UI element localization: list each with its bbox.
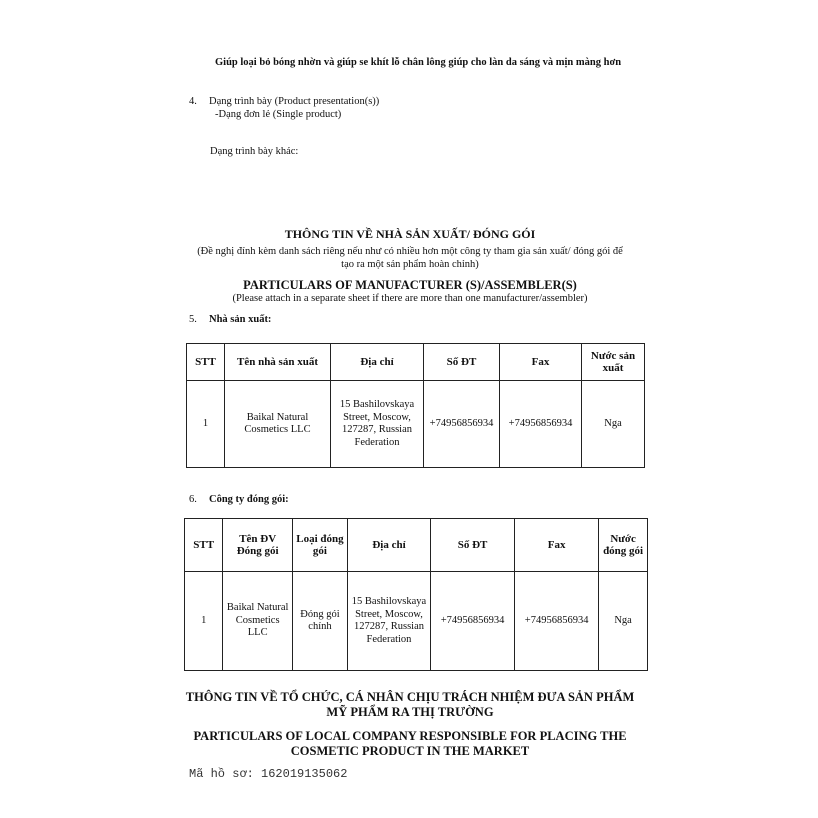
cell-phone: +74956856934 [424, 381, 500, 468]
cell-packing-type: Đóng gói chính [292, 572, 347, 671]
cell-assembler-name: Baikal Natural Cosmetics LLC [223, 572, 293, 671]
table-row [187, 381, 645, 468]
assembler-table [184, 518, 648, 671]
cell-fax: +74956856934 [500, 381, 582, 468]
cell-country: Nga [582, 381, 645, 468]
cell-country: Nga [599, 572, 648, 671]
manufacturer-note-vn: (Đề nghị đính kèm danh sách riêng nếu như có nhiều hơn một công ty tham gia sản xuất/ đóng gói để tạo ra một sản phẩm hoàn chỉnh) [197, 246, 623, 270]
cell-address: 15 Bashilovskaya Street, Moscow, 127287, Russian Federation [347, 572, 430, 671]
section-5-title: Nhà sản xuất: [209, 314, 272, 325]
product-benefit-text: Giúp loại bỏ bóng nhờn và giúp se khít lỗ chân lông giúp cho làn da sáng và mịn màng hơn [215, 57, 622, 68]
header-packing-type: Loại đóng gói [292, 519, 347, 572]
local-company-heading-en: PARTICULARS OF LOCAL COMPANY RESPONSIBLE FOR PLACING THE COSMETIC PRODUCT IN THE MARKET [193, 729, 627, 758]
manufacturer-note-en: (Please attach in a separate sheet if there are more than one manufacturer/assembler) [232, 293, 588, 304]
section-4-heading [189, 96, 379, 109]
cell-stt: 1 [185, 572, 223, 671]
single-product-label: -Dạng đơn lẻ (Single product) [215, 109, 342, 120]
header-country: Nước đóng gói [599, 519, 648, 572]
cell-manufacturer-name: Baikal Natural Cosmetics LLC [225, 381, 331, 468]
other-presentation-label: Dạng trình bày khác: [210, 146, 299, 157]
cell-fax: +74956856934 [515, 572, 599, 671]
manufacturer-heading-vn: THÔNG TIN VỀ NHÀ SẢN XUẤT/ ĐÓNG GÓI [284, 227, 536, 241]
header-stt: STT [187, 344, 225, 381]
section-6-heading [189, 494, 289, 507]
header-stt: STT [185, 519, 223, 572]
header-assembler-name: Tên ĐV Đóng gói [223, 519, 293, 572]
section-6-title: Công ty đóng gói: [209, 494, 289, 505]
section-5-heading [189, 314, 271, 327]
manufacturer-table [186, 343, 645, 468]
header-fax: Fax [515, 519, 599, 572]
header-address: Địa chỉ [331, 344, 424, 381]
record-number: Mã hồ sơ: 162019135062 [189, 767, 348, 781]
header-address: Địa chỉ [347, 519, 430, 572]
header-country: Nước sản xuất [582, 344, 645, 381]
header-phone: Số ĐT [424, 344, 500, 381]
local-company-heading-vn: THÔNG TIN VỀ TỔ CHỨC, CÁ NHÂN CHỊU TRÁCH NHIỆM ĐƯA SẢN PHẨM MỸ PHẨM RA THỊ TRƯỜNG [185, 690, 635, 719]
header-phone: Số ĐT [431, 519, 515, 572]
manufacturer-heading-en: PARTICULARS OF MANUFACTURER (S)/ASSEMBLER(S) [243, 278, 577, 292]
cell-address: 15 Bashilovskaya Street, Moscow, 127287, Russian Federation [331, 381, 424, 468]
table-header-row [185, 519, 648, 572]
table-header-row [187, 344, 645, 381]
cell-phone: +74956856934 [431, 572, 515, 671]
cell-stt: 1 [187, 381, 225, 468]
section-6-number: 6. [189, 494, 197, 505]
section-4-title: Dạng trình bày (Product presentation(s)) [209, 96, 380, 107]
header-fax: Fax [500, 344, 582, 381]
section-4-number: 4. [189, 96, 197, 107]
header-manufacturer-name: Tên nhà sản xuất [225, 344, 331, 381]
table-row [185, 572, 648, 671]
section-5-number: 5. [189, 314, 197, 325]
